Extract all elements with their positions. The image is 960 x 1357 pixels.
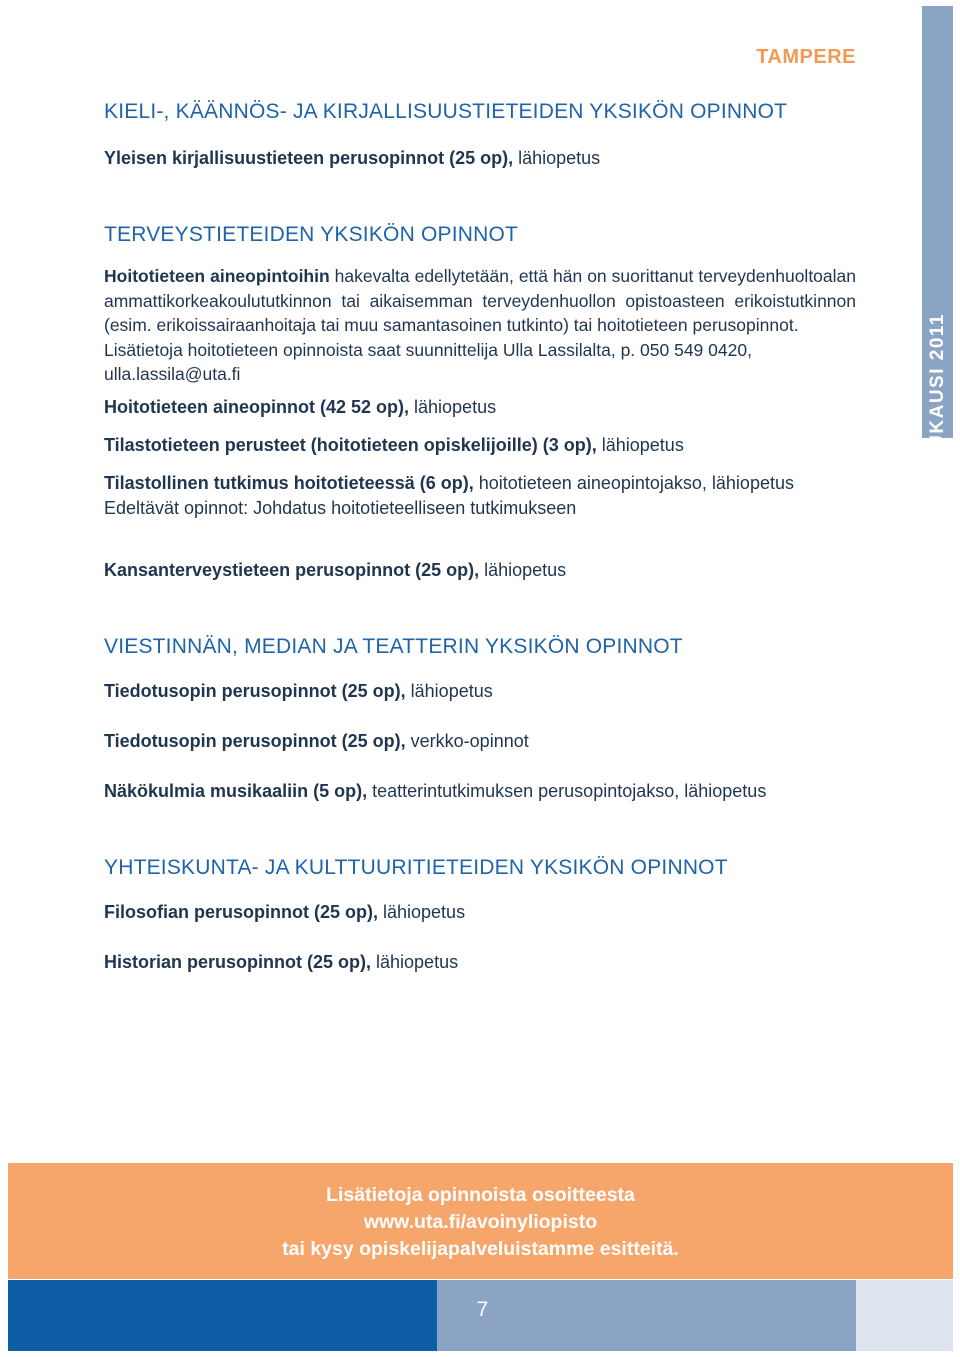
footer-line: Lisätietoja opinnoista osoitteesta — [326, 1184, 635, 1206]
course-line: Kansanterveystieteen perusopinnot (25 op), lähiopetus — [104, 559, 567, 580]
course-line: Historian perusopinnot (25 op), lähiopetus — [104, 951, 459, 972]
footer-bar-segment — [676, 1280, 856, 1351]
section-title-kieli: KIELI-, KÄÄNNÖS- JA KIRJALLISUUSTIETEIDEN YKSIKÖN OPINNOT — [104, 100, 788, 123]
course-line: Tiedotusopin perusopinnot (25 op), verkko-opinnot — [104, 730, 529, 751]
page-number: 7 — [476, 1298, 489, 1321]
footer-bar-segment — [528, 1280, 676, 1351]
course-line: Tilastollinen tutkimus hoitotieteessä (6 op), hoitotieteen aineopintojakso, lähiopetus — [104, 472, 794, 493]
course-line: Yleisen kirjallisuustieteen perusopinnot (25 op), lähiopetus — [104, 148, 601, 168]
section-title-terveys: TERVEYSTIETEIDEN YKSIKÖN OPINNOT — [104, 223, 519, 246]
footer-bar-segment — [8, 1280, 437, 1351]
course-line: Filosofian perusopinnot (25 op), lähiopetus — [104, 901, 466, 922]
city-label: TAMPERE — [756, 46, 856, 68]
section-title-yhteiskunta: YHTEISKUNTA- JA KULTTUURITIETEIDEN YKSIKÖN OPINNOT — [104, 855, 728, 879]
side-label: SYYSLUKUKAUSI 2011 — [927, 313, 948, 550]
course-line: Näkökulmia musikaaliin (5 op), teatterintutkimuksen perusopintojakso, lähiopetus — [104, 780, 767, 801]
footer-line: tai kysy opiskelijapalveluistamme esitteitä. — [282, 1238, 679, 1260]
course-line: Hoitotieteen aineopinnot (42 52 op), lähiopetus — [104, 396, 497, 417]
section-title-viestinta: VIESTINNÄN, MEDIAN JA TEATTERIN YKSIKÖN OPINNOT — [104, 634, 683, 658]
side-tab — [922, 6, 953, 550]
course-line: Tilastotieteen perusteet (hoitotieteen opiskelijoille) (3 op), lähiopetus — [104, 434, 684, 455]
main-content — [104, 98, 856, 975]
course-line: Tiedotusopin perusopinnot (25 op), lähiopetus — [104, 680, 493, 701]
footer-info-band — [8, 1163, 953, 1279]
footer-bar-segment — [856, 1280, 953, 1351]
contact-info: Lisätietoja hoitotieteen opinnoista saat suunnittelija Ulla Lassilalta, p. 050 549 0420, ulla.lassila@uta.fi — [104, 339, 752, 384]
footer-url[interactable]: www.uta.fi/avoinyliopisto — [363, 1211, 598, 1233]
intro-paragraph: Hoitotieteen aineopintoihin hakevalta edellytetään, että hän on suorittanut terveydenhuoltoalan ammattikorkeakoulututkinnon tai aikaisemman terveydenhuollon opistoasteen erikoistutkinnon (esim. erikoissairaanhoitaja tai muu samantasoinen tutkinto) tai hoitotieteen perusopinnot. — [104, 266, 856, 335]
prerequisite-line: Edeltävät opinnot: Johdatus hoitotieteelliseen tutkimukseen — [104, 497, 577, 518]
